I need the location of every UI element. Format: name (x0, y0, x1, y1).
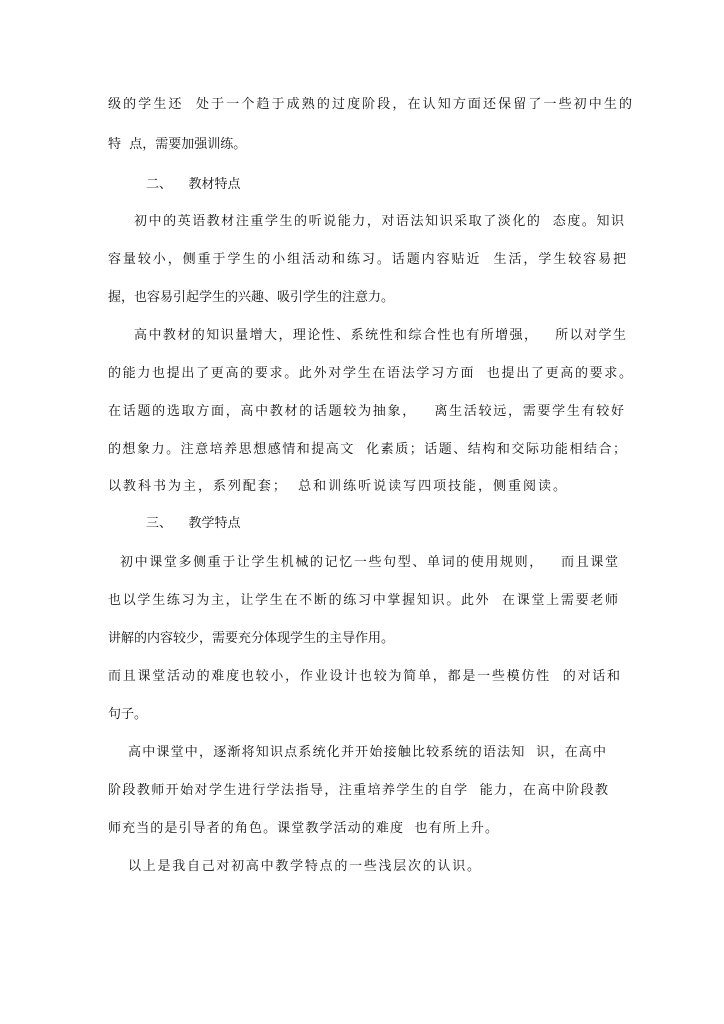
text-line: 师充当的是引导者的角色。课堂教学活动的难度 也有所上升。 (108, 821, 498, 836)
text-line: 级的学生还 处于一个趋于成熟的过度阶段，在认知方面还保留了一些初中生的 (108, 97, 632, 112)
text-line: 也以学生练习为主，让学生在不断的练习中掌握知识。此外 在课堂上需要老师 (108, 593, 618, 608)
section-heading: 三、 教学特点 (146, 516, 241, 531)
text-line: 阶段教师开始对学生进行学法指导，注重培养学生的自学 能力，在高中阶段教 (108, 783, 608, 798)
section-heading: 二、 教材特点 (146, 177, 241, 192)
text-line: 容量较小，侧重于学生的小组活动和练习。话题内容贴近 生活，学生较容易把 (108, 252, 626, 267)
text-line: 的想象力。注意培养思想感情和提高文 化素质；话题、结构和交际功能相结合； (108, 442, 626, 457)
text-line: 握，也容易引起学生的兴趣、吸引学生的注意力。 (108, 290, 395, 305)
text-line: 在话题的选取方面，高中教材的话题较为抽象， 离生活较远，需要学生有较好 (108, 404, 624, 419)
text-line: 初中的英语教材注重学生的听说能力，对语法知识采取了淡化的 态度。知识 (134, 214, 624, 229)
text-line: 句子。 (108, 707, 148, 722)
text-line: 特 点，需要加强训练。 (108, 137, 247, 152)
text-line: 而且课堂活动的难度也较小，作业设计也较为简单，都是一些模仿性 的对话和 (108, 669, 620, 684)
text-line: 讲解的内容较少，需要充分体现学生的主导作用。 (108, 631, 395, 646)
text-line: 以上是我自己对初高中教学特点的一些浅层次的认识。 (128, 859, 480, 874)
text-line: 高中课堂中，逐渐将知识点系统化并开始接触比较系统的语法知 识，在高中 (128, 745, 606, 760)
text-line: 的能力也提出了更高的要求。此外对学生在语法学习方面 也提出了更高的要求。 (108, 366, 632, 381)
text-line: 以教科书为主，系列配套； 总和训练听说读写四项技能，侧重阅读。 (108, 479, 566, 494)
text-line: 初中课堂多侧重于让学生机械的记忆一些句型、单词的使用规则， 而且课堂 (120, 555, 618, 570)
text-line: 高中教材的知识量增大，理论性、系统性和综合性也有所增强， 所以对学生 (134, 328, 626, 343)
